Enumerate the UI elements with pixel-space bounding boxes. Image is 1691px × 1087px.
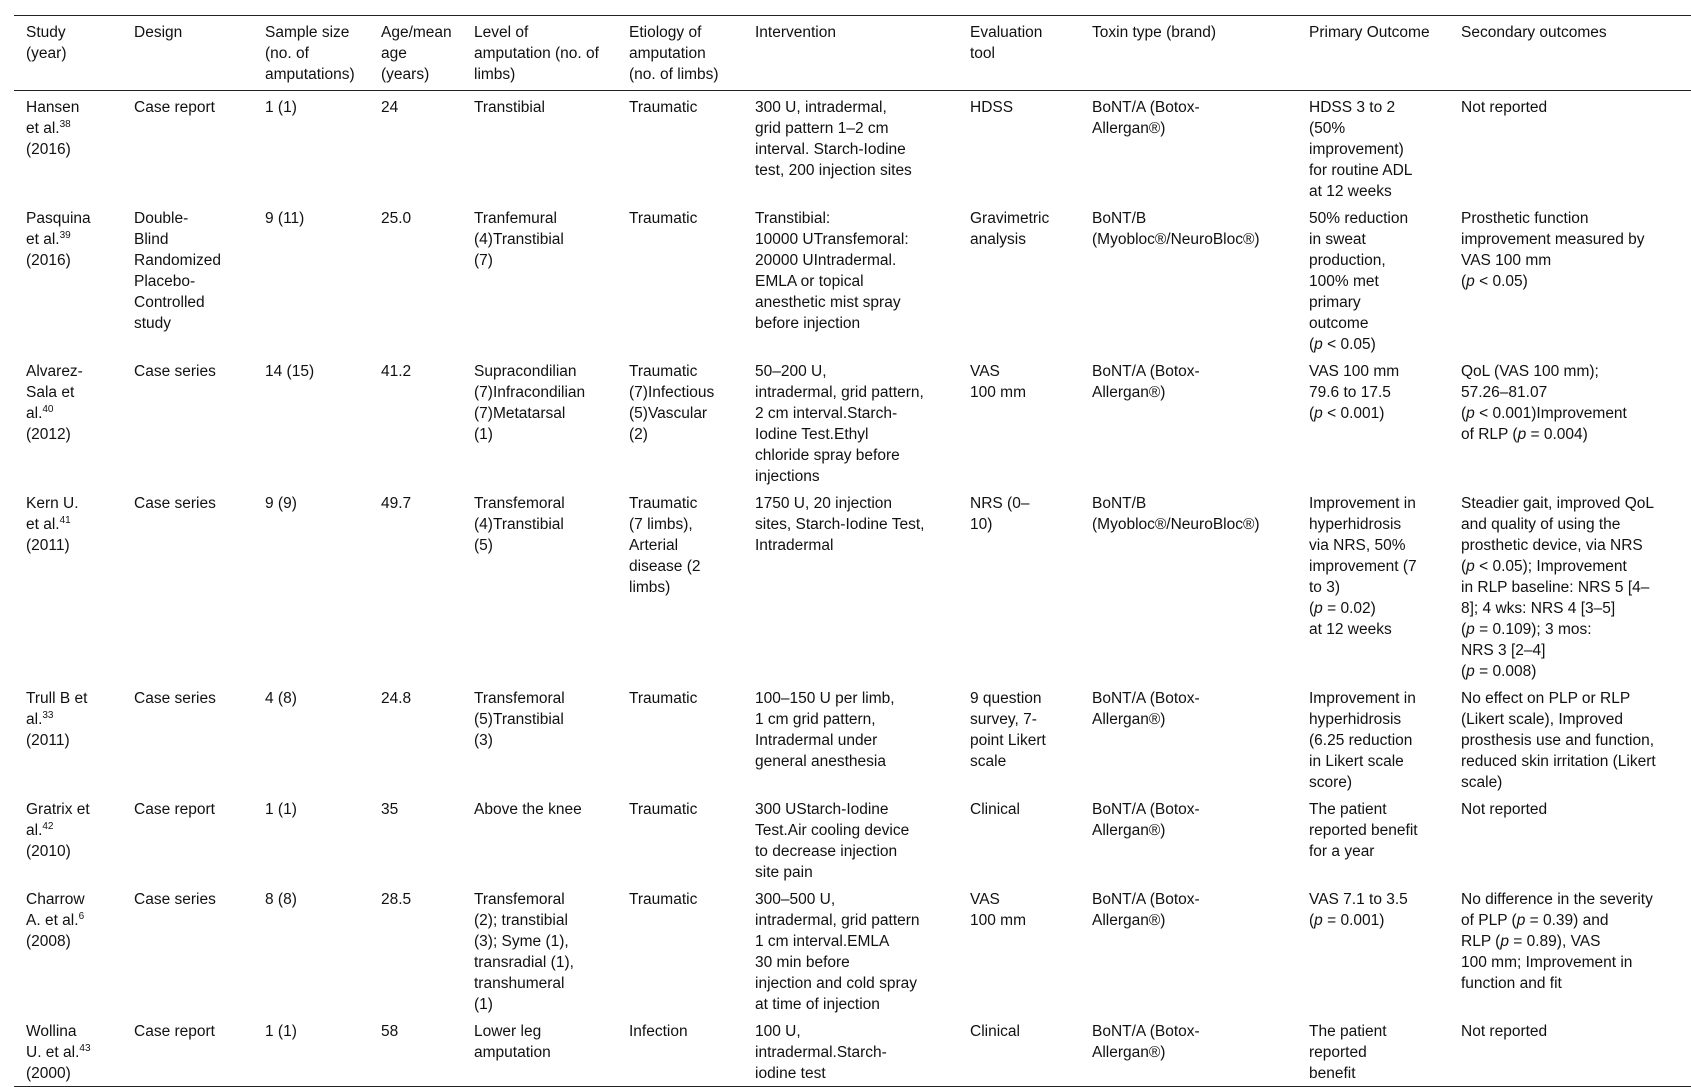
cell-intervention: 100 U, intradermal.Starch- iodine test [743, 1015, 958, 1087]
study-authors: Hansen et al. [26, 99, 80, 137]
cell-secondary-outcomes: Steadier gait, improved QoL and quality of using the prosthetic device, via NRS (p < 0.05); Improvement in RLP baseline: NRS 5 [4– 8]; 4 wks: NRS 4 [3–5] (p = 0.109); 3 mos: NRS 3 [2–4] (p = 0.008) [1461, 495, 1654, 680]
cell-evaluation-tool: NRS (0– 10) [970, 495, 1030, 533]
cell-sample-size: 8 (8) [265, 891, 297, 908]
cell-evaluation-tool: VAS 100 mm [970, 363, 1026, 401]
cell-etiology: Traumatic (7 limbs), Arterial disease (2 limbs) [629, 495, 701, 596]
header-etiology: Etiology of amputation (no. of limbs) [617, 16, 743, 91]
cell-toxin-type: BoNT/B (Myobloc®/NeuroBloc®) [1092, 210, 1260, 248]
cell-design: Case report [134, 801, 215, 818]
cell-secondary-outcomes: QoL (VAS 100 mm); 57.26–81.07 (p < 0.001)Improvement of RLP (p = 0.004) [1461, 363, 1627, 443]
cell-design: Case report [134, 99, 215, 116]
cell-sample-size: 1 (1) [265, 801, 297, 818]
cell-design: Case report [122, 1015, 253, 1087]
cell-study [14, 91, 122, 203]
study-authors: Alvarez- Sala et al. [26, 363, 83, 422]
cell-sample-size: 9 (9) [265, 495, 297, 512]
cell-design: Case series [134, 690, 216, 707]
cell-primary-outcome: HDSS 3 to 2 (50% improvement) for routine ADL at 12 weeks [1309, 99, 1413, 200]
cell-secondary-outcomes: No effect on PLP or RLP (Likert scale), Improved prosthesis use and function, reduced skin irritation (Likert scale) [1461, 690, 1656, 791]
cell-intervention: 300 UStarch-Iodine Test.Air cooling device to decrease injection site pain [755, 801, 910, 881]
cell-age: 25.0 [381, 210, 412, 227]
cell-study [14, 1015, 122, 1087]
header-design: Design [122, 16, 253, 91]
cell-sample-size: 9 (11) [265, 210, 305, 227]
study-authors: Charrow A. et al. [26, 891, 85, 929]
cell-evaluation-tool: 9 question survey, 7- point Likert scale [970, 690, 1046, 770]
table-row [14, 202, 1691, 355]
header-level-of-amputation: Level of amputation (no. of limbs) [462, 16, 617, 91]
cell-etiology: Traumatic [629, 690, 698, 707]
cell-evaluation-tool: Gravimetric analysis [970, 210, 1050, 248]
study-authors: Wollina U. et al. [26, 1023, 80, 1061]
reference-number: 42 [42, 821, 54, 832]
header-secondary-outcomes: Secondary outcomes [1449, 16, 1691, 91]
table-row [14, 487, 1691, 682]
table-body [14, 91, 1691, 1087]
study-year: (2016) [26, 252, 71, 269]
cell-evaluation-tool: Clinical [958, 1015, 1080, 1087]
cell-evaluation-tool: Clinical [970, 801, 1020, 818]
cell-level-of-amputation: Transfemoral (2); transtibial (3); Syme (1), transradial (1), transhumeral (1) [474, 891, 574, 1013]
cell-primary-outcome: Improvement in hyperhidrosis via NRS, 50% improvement (7 to 3) (p = 0.02) at 12 weeks [1309, 495, 1417, 638]
cell-etiology: Traumatic [629, 210, 698, 227]
table-row [14, 91, 1691, 203]
cell-intervention: 300–500 U, intradermal, grid pattern 1 cm interval.EMLA 30 min before injection and cold spray at time of injection [755, 891, 920, 1013]
cell-level-of-amputation: Transfemoral (4)Transtibial (5) [474, 495, 565, 554]
cell-study [14, 355, 122, 487]
cell-secondary-outcomes: Not reported [1461, 801, 1548, 818]
table-row [14, 1015, 1691, 1087]
cell-study [14, 682, 122, 793]
cell-evaluation-tool: HDSS [970, 99, 1014, 116]
cell-sample-size: 4 (8) [265, 690, 297, 707]
header-toxin-type: Toxin type (brand) [1080, 16, 1297, 91]
study-authors: Gratrix et al. [26, 801, 90, 839]
header-row [14, 16, 1691, 91]
cell-intervention: 50–200 U, intradermal, grid pattern, 2 cm interval.Starch- Iodine Test.Ethyl chloride spray before injections [755, 363, 924, 485]
cell-etiology: Traumatic [629, 99, 698, 116]
study-year: (2011) [26, 732, 70, 749]
reference-number: 33 [42, 710, 54, 721]
study-year: (2016) [26, 141, 71, 158]
cell-etiology: Traumatic [629, 801, 698, 818]
cell-level-of-amputation: Tranfemural (4)Transtibial (7) [474, 210, 564, 269]
study-year: (2008) [26, 933, 71, 950]
cell-sample-size: 14 (15) [265, 363, 315, 380]
cell-age: 24 [381, 99, 399, 116]
cell-study [14, 793, 122, 883]
cell-primary-outcome: VAS 7.1 to 3.5 (p = 0.001) [1309, 891, 1408, 929]
cell-secondary-outcomes: No difference in the severity of PLP (p = 0.39) and RLP (p = 0.89), VAS 100 mm; Improvement in function and fit [1461, 891, 1653, 992]
cell-toxin-type: BoNT/A (Botox- Allergan®) [1092, 891, 1200, 929]
studies-table [14, 15, 1691, 1087]
cell-sample-size: 1 (1) [265, 99, 297, 116]
header-study: Study (year) [14, 16, 122, 91]
study-year: (2010) [26, 843, 71, 860]
cell-intervention: 1750 U, 20 injection sites, Starch-Iodine Test, Intradermal [755, 495, 925, 554]
cell-level-of-amputation: Lower leg amputation [462, 1015, 617, 1087]
reference-number: 43 [79, 1043, 91, 1054]
header-evaluation-tool: Evaluation tool [958, 16, 1080, 91]
cell-secondary-outcomes: Prosthetic function improvement measured by VAS 100 mm (p < 0.05) [1461, 210, 1645, 290]
cell-age: 24.8 [381, 690, 412, 707]
cell-primary-outcome: The patient reported benefit for a year [1309, 801, 1418, 860]
study-authors: Kern U. et al. [26, 495, 79, 533]
study-year: (2011) [26, 537, 70, 554]
table-row [14, 682, 1691, 793]
study-authors: Trull B et al. [26, 690, 88, 728]
reference-number: 38 [59, 119, 71, 130]
cell-etiology: Traumatic [629, 891, 698, 908]
cell-intervention: Transtibial: 10000 UTransfemoral: 20000 UIntradermal. EMLA or topical anesthetic mist spray before injection [755, 210, 909, 332]
reference-number: 39 [59, 230, 71, 241]
cell-evaluation-tool: VAS 100 mm [970, 891, 1026, 929]
header-sample-size: Sample size (no. of amputations) [253, 16, 369, 91]
cell-intervention: 300 U, intradermal, grid pattern 1–2 cm interval. Starch-Iodine test, 200 injection sites [755, 99, 912, 179]
cell-primary-outcome: 50% reduction in sweat production, 100% met primary outcome (p < 0.05) [1309, 210, 1409, 353]
cell-primary-outcome: VAS 100 mm 79.6 to 17.5 (p < 0.001) [1309, 363, 1400, 422]
cell-intervention: 100–150 U per limb, 1 cm grid pattern, Intradermal under general anesthesia [755, 690, 895, 770]
cell-primary-outcome: Improvement in hyperhidrosis (6.25 reduction in Likert scale score) [1309, 690, 1416, 791]
cell-design: Case series [134, 363, 216, 380]
cell-study [14, 487, 122, 682]
study-year: (2012) [26, 426, 71, 443]
cell-age: 28.5 [381, 891, 412, 908]
cell-design: Case series [134, 495, 216, 512]
study-authors: Pasquina et al. [26, 210, 91, 248]
cell-etiology: Infection [617, 1015, 743, 1087]
cell-secondary-outcomes: Not reported [1449, 1015, 1691, 1087]
cell-toxin-type: BoNT/A (Botox- Allergan®) [1092, 801, 1200, 839]
cell-level-of-amputation: Supracondilian (7)Infracondilian (7)Metatarsal (1) [474, 363, 586, 443]
cell-study [14, 883, 122, 1015]
cell-etiology: Traumatic (7)Infectious (5)Vascular (2) [629, 363, 715, 443]
cell-study [14, 202, 122, 355]
cell-toxin-type: BoNT/A (Botox- Allergan®) [1092, 690, 1200, 728]
cell-secondary-outcomes: Not reported [1461, 99, 1548, 116]
cell-toxin-type: BoNT/A (Botox- Allergan®) [1092, 99, 1200, 137]
cell-age: 41.2 [381, 363, 412, 380]
cell-sample-size: 1 (1) [253, 1015, 369, 1087]
cell-level-of-amputation: Transfemoral (5)Transtibial (3) [474, 690, 565, 749]
cell-level-of-amputation: Above the knee [474, 801, 582, 818]
table-row [14, 793, 1691, 883]
header-age: Age/mean age (years) [369, 16, 462, 91]
reference-number: 6 [78, 911, 85, 922]
table-row [14, 883, 1691, 1015]
cell-toxin-type: BoNT/A (Botox- Allergan®) [1092, 363, 1200, 401]
cell-primary-outcome: The patient reported benefit [1297, 1015, 1449, 1087]
cell-design: Case series [134, 891, 216, 908]
reference-number: 40 [42, 404, 54, 415]
cell-age: 58 [369, 1015, 462, 1087]
cell-toxin-type: BoNT/B (Myobloc®/NeuroBloc®) [1092, 495, 1260, 533]
cell-toxin-type: BoNT/A (Botox- Allergan®) [1080, 1015, 1297, 1087]
table-row [14, 355, 1691, 487]
cell-age: 35 [381, 801, 399, 818]
cell-level-of-amputation: Transtibial [474, 99, 545, 116]
header-primary-outcome: Primary Outcome [1297, 16, 1449, 91]
study-year: (2000) [26, 1065, 71, 1082]
cell-age: 49.7 [381, 495, 412, 512]
header-intervention: Intervention [743, 16, 958, 91]
cell-design: Double- Blind Randomized Placebo- Controlled study [134, 210, 222, 332]
reference-number: 41 [59, 515, 71, 526]
